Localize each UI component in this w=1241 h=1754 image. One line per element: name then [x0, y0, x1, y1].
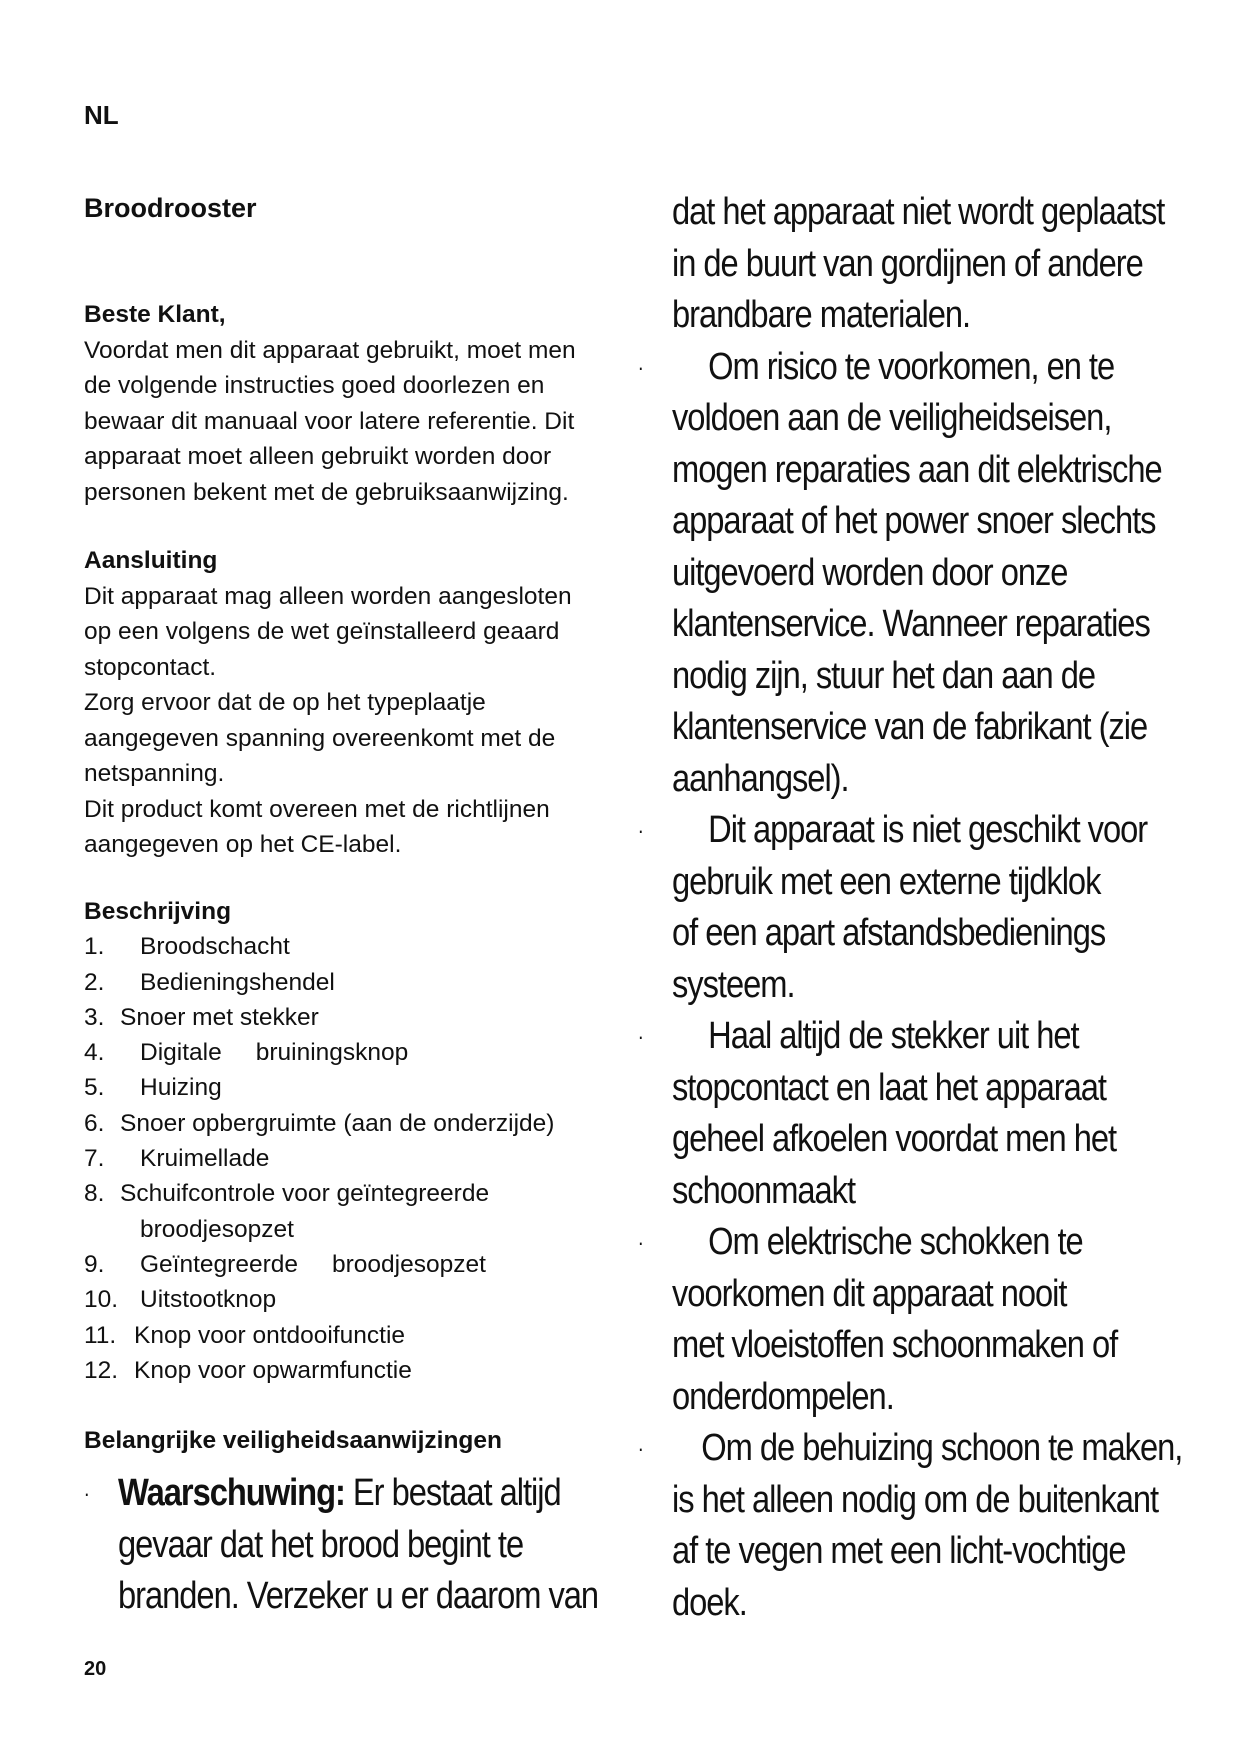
list-item-continuation: broodjesopzet	[140, 1215, 294, 1243]
text-line: nodig zijn, stuur het dan aan de	[672, 654, 1096, 697]
text-line: stopcontact en laat het apparaat	[672, 1066, 1106, 1109]
list-item: 8. Schuifcontrole voor geïntegreerde	[84, 1180, 490, 1208]
text-line: dat het apparaat niet wordt geplaatst	[672, 191, 1165, 233]
text-line: klantenservice. Wanneer reparaties	[672, 603, 1150, 645]
connection-line: aangegeven spanning overeenkomt met de	[84, 724, 556, 752]
bullet-icon: ·	[637, 818, 643, 843]
text-line: onderdompelen.	[672, 1375, 894, 1418]
intro-heading: Beste Klant,	[84, 301, 226, 328]
right-column	[637, 187, 1241, 1629]
text-line: uitgevoerd worden door onze	[672, 551, 1068, 594]
list-item: 12. Knop voor opwarmfunctie	[84, 1356, 412, 1384]
connection-section	[84, 543, 624, 863]
bullet-icon: ·	[637, 1230, 643, 1255]
list-item: 9. Geïntegreerde broodjesopzet	[84, 1250, 486, 1278]
intro-line: apparaat moet alleen gebruikt worden door	[84, 443, 552, 470]
connection-line: aangegeven op het CE-label.	[84, 831, 402, 858]
bullet-icon: ·	[637, 1436, 643, 1461]
list-item: 3. Snoer met stekker	[84, 1003, 319, 1031]
text-line: brandbare materialen.	[672, 294, 971, 336]
text-line: met vloeistoffen schoonmaken of	[672, 1324, 1118, 1366]
connection-line: netspanning.	[84, 760, 225, 787]
connection-line: Dit product komt overeen met de richtlijnen	[84, 795, 550, 823]
bullet-item: · Om elektrische schokken te	[672, 1217, 1182, 1269]
list-item: 11. Knop voor ontdooifunctie	[84, 1321, 406, 1349]
warning-block	[83, 1468, 676, 1623]
page-title: Broodrooster	[84, 193, 257, 223]
page-number: 20	[84, 1658, 107, 1680]
warning-line: gevaar dat het brood begint te	[118, 1523, 524, 1566]
connection-line: op een volgens de wet geïnstalleerd geaard	[84, 618, 560, 645]
text-line: schoonmaakt	[672, 1169, 856, 1212]
text-line: of een apart afstandsbedienings	[672, 912, 1106, 954]
text-line: voldoen aan de veiligheidseisen,	[672, 397, 1112, 439]
safety-heading: Belangrijke veiligheidsaanwijzingen	[84, 1427, 502, 1454]
bullet-item: · Om de behuizing schoon te maken,	[672, 1423, 1182, 1475]
text-line: apparaat of het power snoer slechts	[672, 500, 1156, 542]
bullet-icon: ·	[637, 354, 643, 380]
text-line: voorkomen dit apparaat nooit	[672, 1272, 1067, 1315]
list-item: 2. Bedieningshendel	[84, 968, 335, 996]
warning-line: branden. Verzeker u er daarom van	[118, 1575, 599, 1617]
connection-line: Dit apparaat mag alleen worden aangesloten	[84, 582, 572, 610]
bullet-item: · Om risico te voorkomen, en te	[672, 342, 1182, 394]
connection-line: stopcontact.	[84, 653, 217, 681]
text-line: doek.	[672, 1581, 747, 1624]
connection-heading: Aansluiting	[84, 547, 218, 574]
connection-line: Zorg ervoor dat de op het typeplaatje	[84, 689, 486, 716]
intro-line: de volgende instructies goed doorlezen en	[84, 372, 545, 399]
bullet-item: · Haal altijd de stekker uit het	[672, 1011, 1182, 1063]
list-item: 1. Broodschacht	[84, 933, 290, 961]
list-item: 7. Kruimellade	[84, 1145, 270, 1173]
text-line: af te vegen met een licht-vochtige	[672, 1530, 1126, 1572]
list-item: 4. Digitale bruiningsknop	[84, 1039, 409, 1067]
text-line: klantenservice van de fabrikant (zie	[672, 706, 1148, 748]
text-line: geheel afkoelen voordat men het	[672, 1118, 1117, 1160]
intro-line: Voordat men dit apparaat gebruikt, moet men	[84, 336, 576, 364]
warning-line: · Waarschuwing: Er bestaat altijd	[118, 1468, 598, 1520]
intro-section	[84, 297, 624, 510]
text-line: gebruik met een externe tijdklok	[672, 860, 1101, 903]
bullet-icon: ·	[637, 1024, 643, 1049]
text-line: systeem.	[672, 963, 795, 1006]
intro-line: bewaar dit manuaal voor latere referentie. Dit	[84, 407, 575, 435]
list-item: 5. Huizing	[84, 1074, 222, 1102]
list-item: 10. Uitstootknop	[84, 1286, 277, 1314]
intro-line: personen bekent met de gebruiksaanwijzing.	[84, 478, 569, 506]
text-line: in de buurt van gordijnen of andere	[672, 242, 1143, 285]
bullet-item: · Dit apparaat is niet geschikt voor	[672, 805, 1182, 857]
list-item: 6. Snoer opbergruimte (aan de onderzijde)	[84, 1109, 555, 1137]
bullet-icon: ·	[83, 1481, 89, 1506]
text-line: is het alleen nodig om de buitenkant	[672, 1478, 1159, 1521]
text-line: mogen reparaties aan dit elektrische	[672, 448, 1162, 491]
warning-label: Waarschuwing:	[118, 1472, 345, 1514]
description-list	[84, 894, 554, 1388]
language-code: NL	[84, 100, 119, 130]
description-heading: Beschrijving	[84, 898, 232, 925]
text-line: aanhangsel).	[672, 757, 849, 800]
